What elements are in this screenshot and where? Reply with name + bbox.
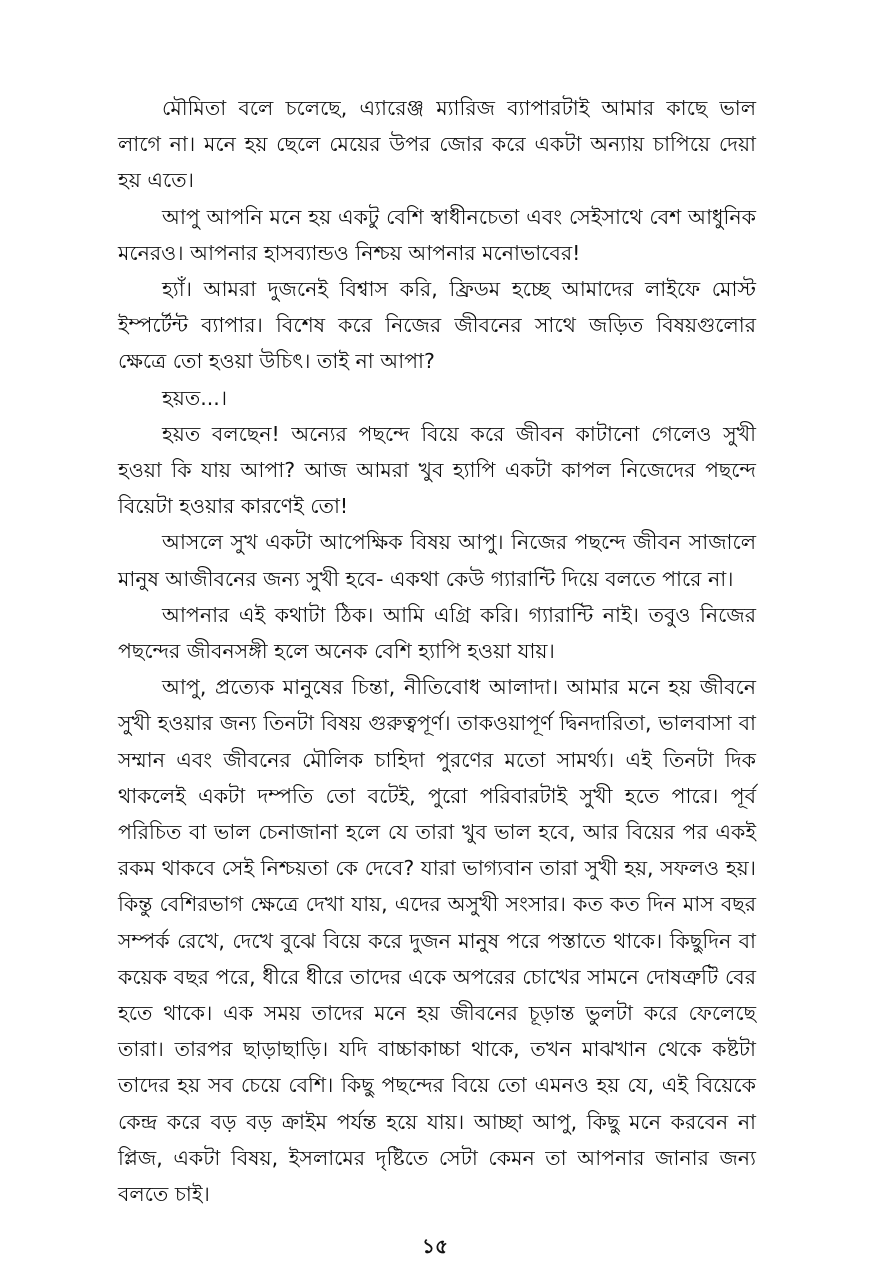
paragraph-7: আপনার এই কথাটা ঠিক। আমি এগ্রি করি। গ্যারান্টি নাই। তবুও নিজের পছন্দের জীবনসঙ্গী হলে অনেক বেশি হ্যাপি হওয়া যায়। xyxy=(118,602,756,664)
paragraph-8: আপু, প্রত্যেক মানুষের চিন্তা, নীতিবোধ আলাদা। আমার মনে হয় জীবনে সুখী হওয়ার জন্য তিনটা বিষয় গুরুত্বপূর্ণ। তাকওয়াপূর্ণ দ্বিনদারিতা, ভালবাসা বা সম্মান এবং জীবনের মৌলিক চাহিদা পুরণের মতো সামর্থ্য। এই তিনটা দিক থাকলেই একটা দম্পতি তো বটেই, পুরো পরিবারটাই সুখী হতে পারে। পূর্ব পরিচিত বা ভাল চেনাজানা হলে যে তারা খুব ভাল হবে, আর বিয়ের পর একই রকম থাকবে সেই নিশ্চয়তা কে দেবে? যারা ভাগ্যবান তারা সুখী হয়, সফলও হয়। কিন্তু বেশিরভাগ ক্ষেত্রে দেখা যায়, এদের অসুখী সংসার। কত কত দিন মাস বছর সম্পর্ক রেখে, দেখে বুঝে বিয়ে করে দুজন মানুষ পরে পস্তাতে থাকে। কিছুদিন বা কয়েক বছর পরে, ধীরে ধীরে তাদের একে অপরের চোখের সামনে দোষত্রুটি বের হতে থাকে। এক সময় তাদের মনে হয় জীবনের চূড়ান্ত ভুলটা করে ফেলেছে তারা। তারপর ছাড়াছাড়ি। যদি বাচ্চাকাচ্চা থাকে, তখন মাঝখান থেকে কষ্টটা তাদের হয় সব চেয়ে বেশি। কিছু পছন্দের বিয়ে তো এমনও হয় যে, এই বিয়েকে কেন্দ্র করে বড় বড় ক্রাইম পর্যন্ত হয়ে যায়। আচ্ছা আপু, কিছু মনে করবেন না প্লিজ, একটা বিষয়, ইসলামের দৃষ্টিতে সেটা কেমন তা আপনার জানার জন্য বলতে চাই। xyxy=(118,675,756,1207)
paragraph-4: হয়ত...। xyxy=(162,385,228,410)
paragraph-1: মৌমিতা বলে চলেছে, এ্যারেঞ্জ ম্যারিজ ব্যাপারটাই আমার কাছে ভাল লাগে না। মনে হয় ছেলে মেয়ের উপর জোর করে একটা অন্যায় চাপিয়ে দেয়া হয় এতে। xyxy=(118,96,756,193)
page-number: ১৫ xyxy=(422,1234,448,1258)
paragraph-3: হ্যাঁ। আমরা দুজনেই বিশ্বাস করি, ফ্রিডম হচ্ছে আমাদের লাইফে মোস্ট ইম্পর্টেন্ট ব্যাপার। বিশেষ করে নিজের জীবনের সাথে জড়িত বিষয়গুলোর ক্ষেত্রে তো হওয়া উচিৎ। তাই না আপা? xyxy=(118,277,756,374)
paragraph-6: আসলে সুখ একটা আপেক্ষিক বিষয় আপু। নিজের পছন্দে জীবন সাজালে মানুষ আজীবনের জন্য সুখী হবে- একথা কেউ গ্যারান্টি দিয়ে বলতে পারে না। xyxy=(118,530,756,591)
paragraph-5: হয়ত বলছেন! অন্যের পছন্দে বিয়ে করে জীবন কাটানো গেলেও সুখী হওয়া কি যায় আপা? আজ আমরা খুব হ্যাপি একটা কাপল নিজেদের পছন্দে বিয়েটা হওয়ার কারণেই তো! xyxy=(118,421,756,519)
body-text xyxy=(118,90,756,1212)
paragraph-2: আপু আপনি মনে হয় একটু বেশি স্বাধীনচেতা এবং সেইসাথে বেশ আধুনিক মনেরও। আপনার হাসব্যান্ডও নিশ্চয় আপনার মনোভাবের! xyxy=(118,204,756,265)
